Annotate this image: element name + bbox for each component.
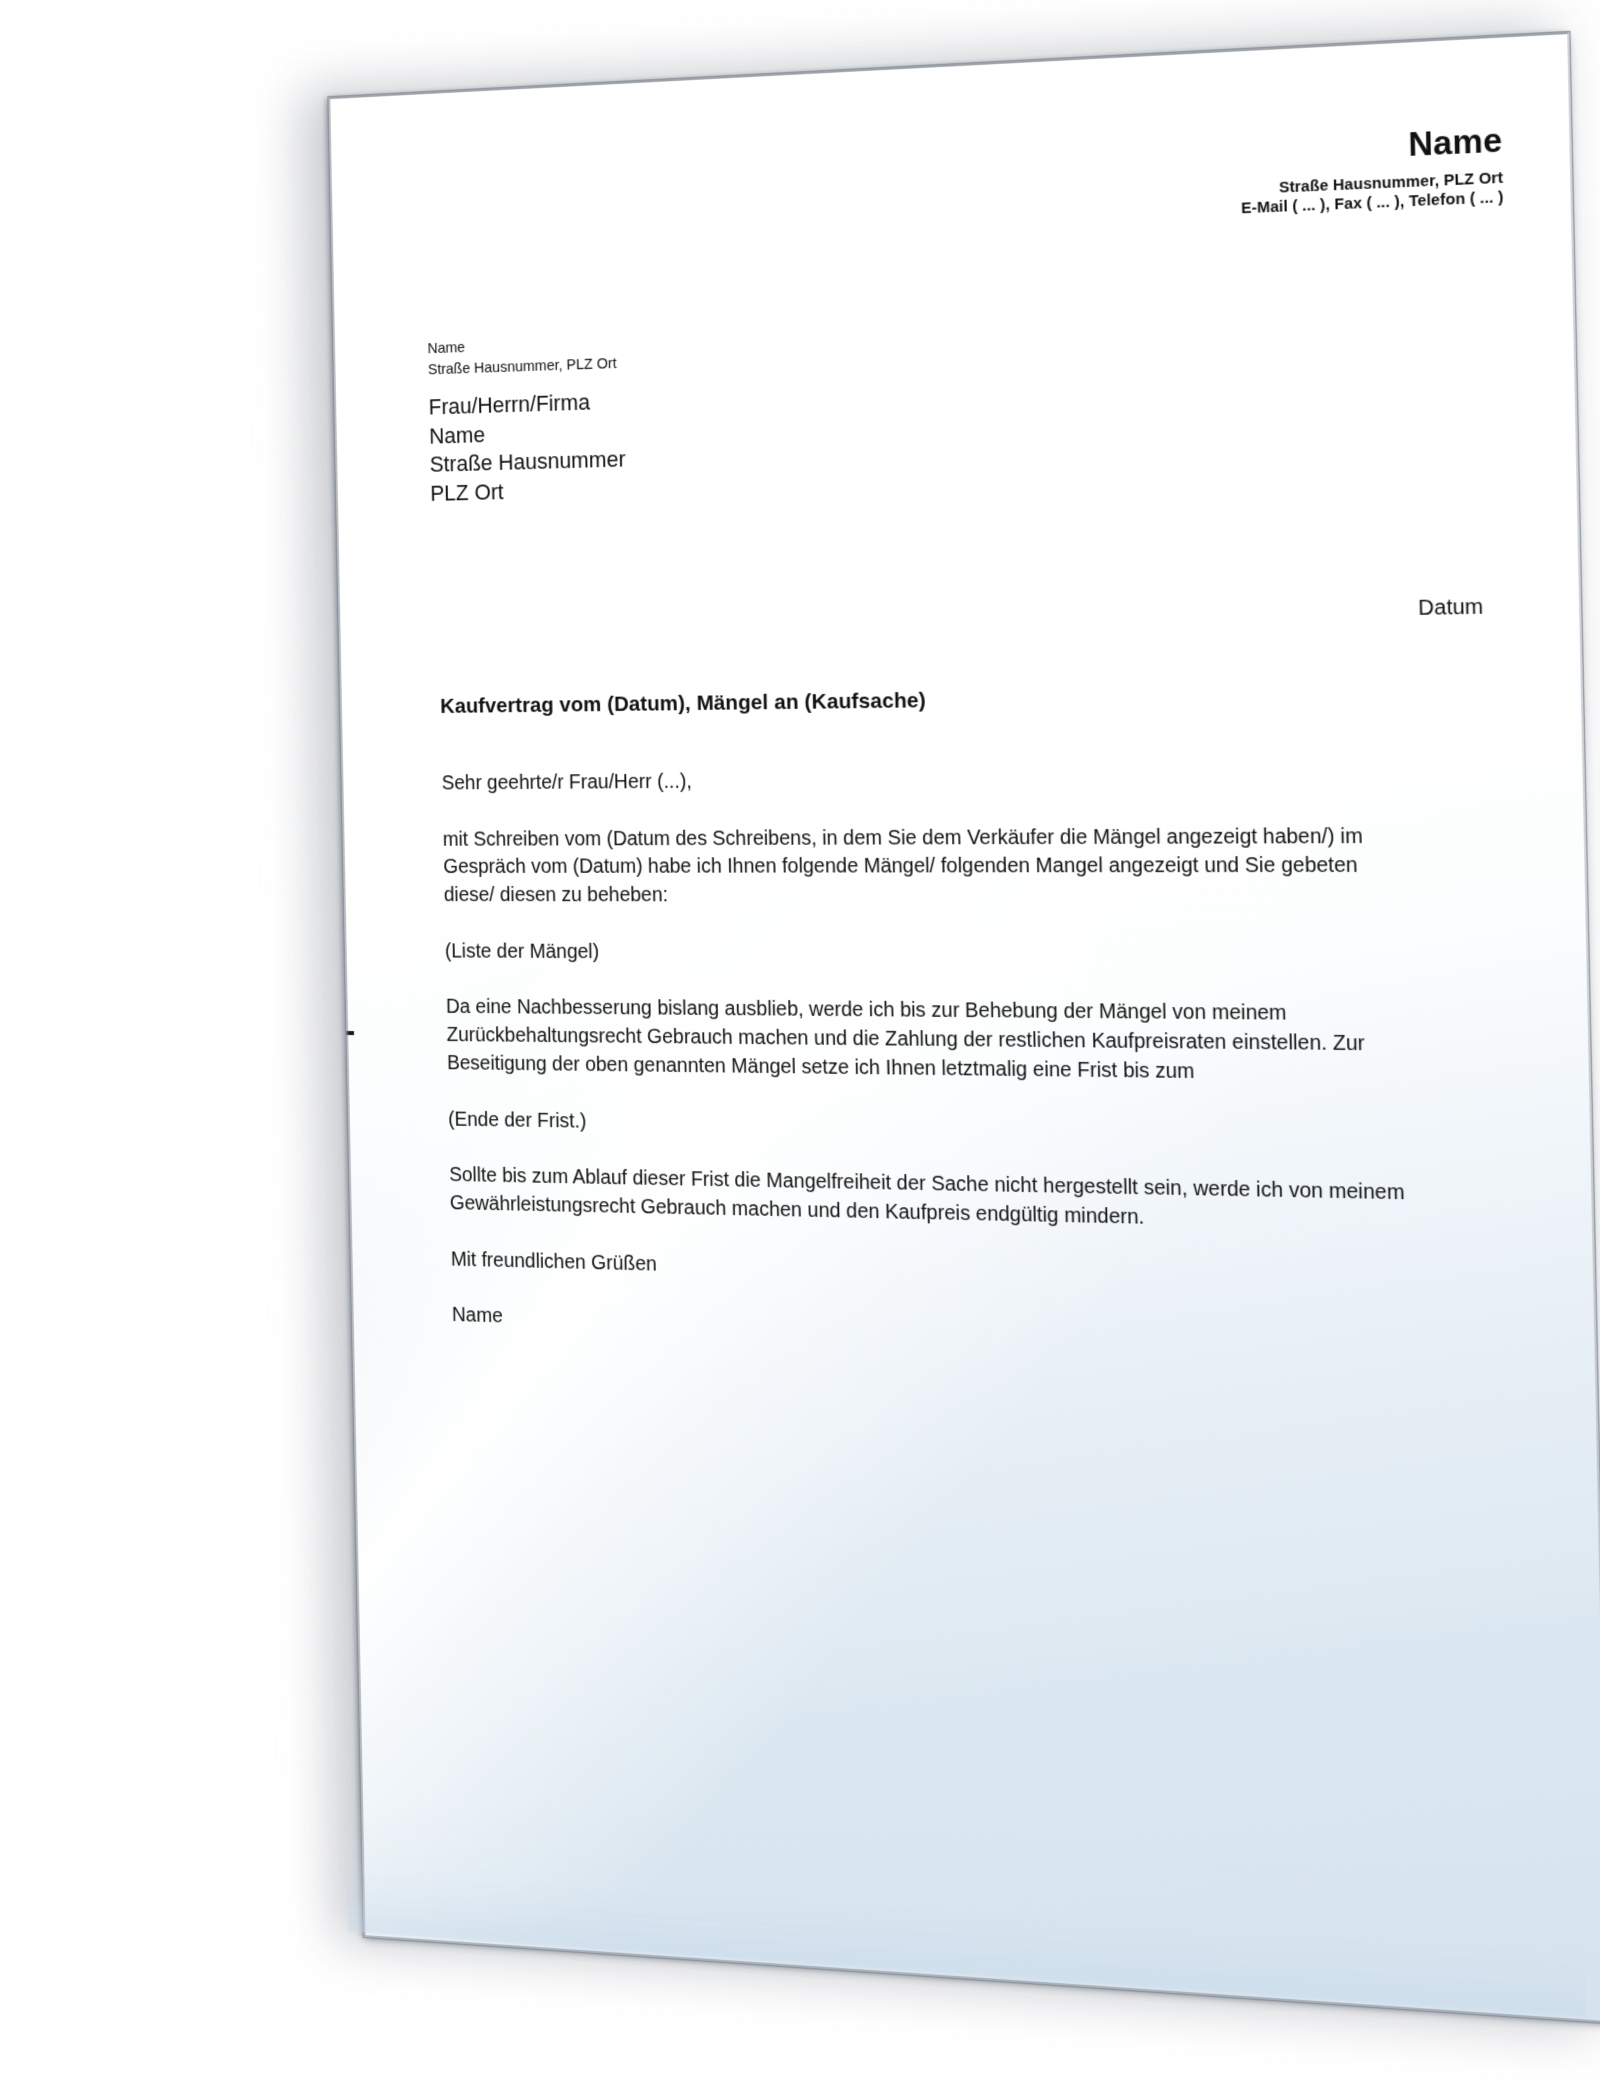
signature-name: Name [451, 1304, 503, 1328]
subject-line: Kaufvertrag vom (Datum), Mängel an (Kaufsache) [440, 688, 927, 719]
recipient-line-1: Frau/Herrn/Firma [428, 390, 591, 420]
recipient-line-3: Straße Hausnummer [429, 447, 626, 478]
sender-contact: E-Mail ( ... ), Fax ( ... ), Telefon ( ... ) [1241, 189, 1504, 218]
recipient-line-4: PLZ Ort [430, 479, 504, 506]
body-paragraph-2: (Liste der Mängel) [444, 940, 600, 963]
sender-name: Name [1407, 121, 1503, 164]
date-field: Datum [1418, 595, 1484, 621]
body-paragraph-1: mit Schreiben vom (Datum des Schreibens, in dem Sie dem Verkäufer die Mängel angezeigt haben/) im Gespräch vom (Datum) habe ich Ihnen folgende Mängel/ folgenden Mangel angezeigt und Sie gebeten diese/ diesen zu beheben: [442, 824, 1364, 907]
salutation: Sehr geehrte/r Frau/Herr (...), [441, 770, 692, 795]
body-paragraph-4: (Ende der Frist.) [448, 1107, 587, 1133]
closing-greeting: Mit freundlichen Grüßen [450, 1247, 658, 1276]
letter-body [441, 763, 1423, 1358]
sender-letterhead [1240, 119, 1504, 219]
letter-content [328, 32, 1600, 2024]
document-page [328, 32, 1600, 2024]
body-paragraph-3: Da eine Nachbesserung bislang ausblieb, werde ich bis zur Behebung der Mängel von meinem Zurückbehaltungsrecht Gebrauch machen und die Zahlung der restlichen Kaufpreisraten einstellen. Zur Beseitigung der oben genannten Mängel setze ich Ihnen letztmalig eine Frist bis zum [445, 996, 1366, 1084]
recipient-block [427, 332, 626, 508]
sender-address: Straße Hausnummer, PLZ Ort [1278, 169, 1504, 197]
recipient-line-2: Name [428, 422, 486, 449]
document-page-wrapper [328, 32, 1600, 2024]
body-paragraph-5: Sollte bis zum Ablauf dieser Frist die Mangelfreiheit der Sache nicht hergestellt sein, werde ich von meinem Gewährleistungsrecht Gebrauch machen und den Kaufpreis endgültig mindern. [449, 1164, 1405, 1229]
return-address-line-1: Name [427, 339, 466, 358]
recipient-address [428, 387, 626, 508]
return-address-line-2: Straße Hausnummer, PLZ Ort [427, 355, 617, 378]
